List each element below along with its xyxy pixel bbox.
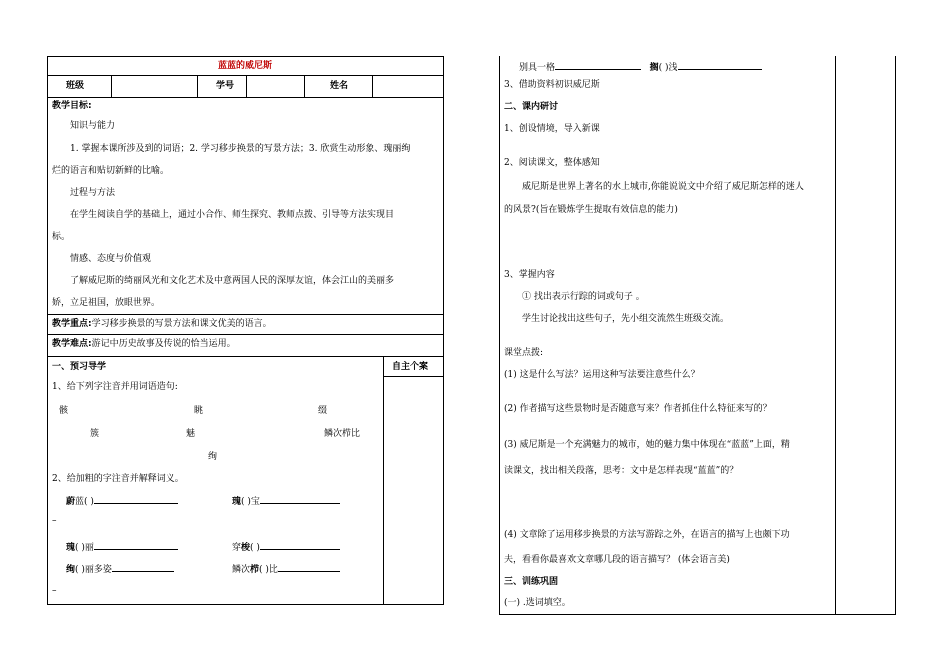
q2-text: 2、给加粗的字注音并解释词义。 xyxy=(52,474,184,484)
step3-title: 3、借助资料初识威尼斯 xyxy=(504,80,600,90)
tip-1: (1) 这是什么写法？运用这种写法要注意些什么？ xyxy=(504,370,700,380)
tip-3-line2: 读课文，找出相关段落，思考：文中是怎样表现“蓝蓝”的？ xyxy=(504,466,739,476)
key-point-text: 学习移步换景的写景方法和课文优美的语言。 xyxy=(91,319,272,329)
q1-char: 簇 xyxy=(90,429,100,439)
s2-paragraph-line2: 的风景?(旨在锻炼学生提取有效信息的能力) xyxy=(504,205,678,215)
answer-blank[interactable] xyxy=(278,562,340,572)
q1-char: 魅 xyxy=(186,429,196,439)
right-border-bottom xyxy=(499,614,896,615)
answer-blank[interactable] xyxy=(260,540,340,550)
answer-blank[interactable] xyxy=(112,562,174,572)
difficulty-label: 教学难点: xyxy=(52,339,92,349)
tip-4-line2: 夫，看看你最喜欢文章哪几段的语言描写？ (体会语言美) xyxy=(504,555,730,565)
emotion-line2: 娇，立足祖国，放眼世界。 xyxy=(52,298,161,308)
q2-item: 瑰( )丽 xyxy=(66,540,178,554)
self-plan-column-divider xyxy=(835,56,836,615)
s1-text: 1、创设情境，导入新课 xyxy=(504,124,600,134)
class-label: 班级 xyxy=(66,81,85,91)
q2-item: 蔚蓝( ) xyxy=(66,494,178,508)
dash: – xyxy=(52,586,57,596)
emotion-title: 情感、态度与价值观 xyxy=(70,254,152,264)
left-border-right xyxy=(443,56,444,605)
objectives-heading: 教学目标: xyxy=(52,101,92,111)
answer-blank[interactable] xyxy=(94,540,178,550)
right-border-left xyxy=(499,56,500,615)
preview-heading: 一、预习导学 xyxy=(52,362,107,372)
top-fill-line: 别具一格 搁( )浅 xyxy=(519,60,762,74)
q1-char: 鳞次栉比 xyxy=(324,429,361,439)
fill-in-heading: (一) .选词填空。 xyxy=(504,598,571,608)
left-border-bottom xyxy=(47,604,444,605)
knowledge-line2: 烂的语言和贴切新鲜的比喻。 xyxy=(52,166,170,176)
key-point-row xyxy=(52,319,272,330)
process-title: 过程与方法 xyxy=(70,188,116,198)
q1-char: 绚 xyxy=(208,452,218,462)
s2-text: 2、阅读课文，整体感知 xyxy=(504,158,600,168)
difficulty-text: 游记中历史故事及传说的恰当运用。 xyxy=(91,339,236,349)
student-no-label: 学号 xyxy=(216,81,235,91)
q1-char: 缀 xyxy=(318,406,328,416)
s3-item-b: 学生讨论找出这些句子，先小组交流然生班级交流。 xyxy=(522,314,730,324)
left-border-top xyxy=(47,56,444,57)
q1-text: 1、给下列字注音并用词语造句: xyxy=(52,382,178,392)
tip-4-line1: (4) 文章除了运用移步换景的方法写游踪之外，在语言的描写上也颇下功 xyxy=(504,530,790,540)
answer-blank[interactable] xyxy=(678,60,762,70)
s2-paragraph-line1: 威尼斯是世界上著名的水上城市,你能说说文中介绍了威尼斯怎样的迷人 xyxy=(522,182,804,192)
answer-blank[interactable] xyxy=(94,494,178,504)
knowledge-title: 知识与能力 xyxy=(70,121,116,131)
knowledge-line1: 1. 掌握本课所涉及到的词语；2. 学习移步换景的写景方法；3. 欣赏生动形象、瑰丽绚 xyxy=(70,144,411,154)
tips-heading: 课堂点拨: xyxy=(504,348,544,358)
document-title: 蓝蓝的威尼斯 xyxy=(217,61,272,71)
s3-text: 3、掌握内容 xyxy=(504,270,555,280)
section3-heading: 三、训练巩固 xyxy=(504,577,559,587)
self-plan-label: 自主个案 xyxy=(392,362,429,372)
answer-blank[interactable] xyxy=(555,60,641,70)
key-point-label: 教学重点: xyxy=(52,319,92,329)
right-border-right xyxy=(895,56,896,615)
q1-char: 骸 xyxy=(59,406,69,416)
q2-item: 穿梭( ) xyxy=(232,540,340,554)
left-border-left xyxy=(47,56,48,605)
dash: – xyxy=(52,516,57,526)
process-line2: 标。 xyxy=(52,232,71,242)
process-line1: 在学生阅读自学的基础上，通过小合作、师生探究、教师点拨、引导等方法实现目 xyxy=(70,210,395,220)
q2-item: 瑰( )宝 xyxy=(232,494,340,508)
s3-item-a: ① 找出表示行踪的词或句子 。 xyxy=(522,292,645,302)
name-label: 姓名 xyxy=(330,81,349,91)
tip-3-line1: (3) 威尼斯是一个充满魅力的城市，她的魅力集中体现在“蓝蓝”上面，精 xyxy=(504,440,790,450)
answer-blank[interactable] xyxy=(260,494,340,504)
emotion-line1: 了解威尼斯的绮丽风光和文化艺术及中意两国人民的深厚友谊，体会江山的美丽多 xyxy=(70,276,395,286)
q2-item: 绚( )丽多姿 xyxy=(66,562,174,576)
q2-item: 鳞次栉( )比 xyxy=(232,562,340,576)
q1-char: 眺 xyxy=(194,406,204,416)
difficulty-row xyxy=(52,339,236,350)
section2-heading: 二、课内研讨 xyxy=(504,102,559,112)
tip-2: (2) 作者描写这些景物时是否随意写来？作者抓住什么特征来写的？ xyxy=(504,404,772,414)
